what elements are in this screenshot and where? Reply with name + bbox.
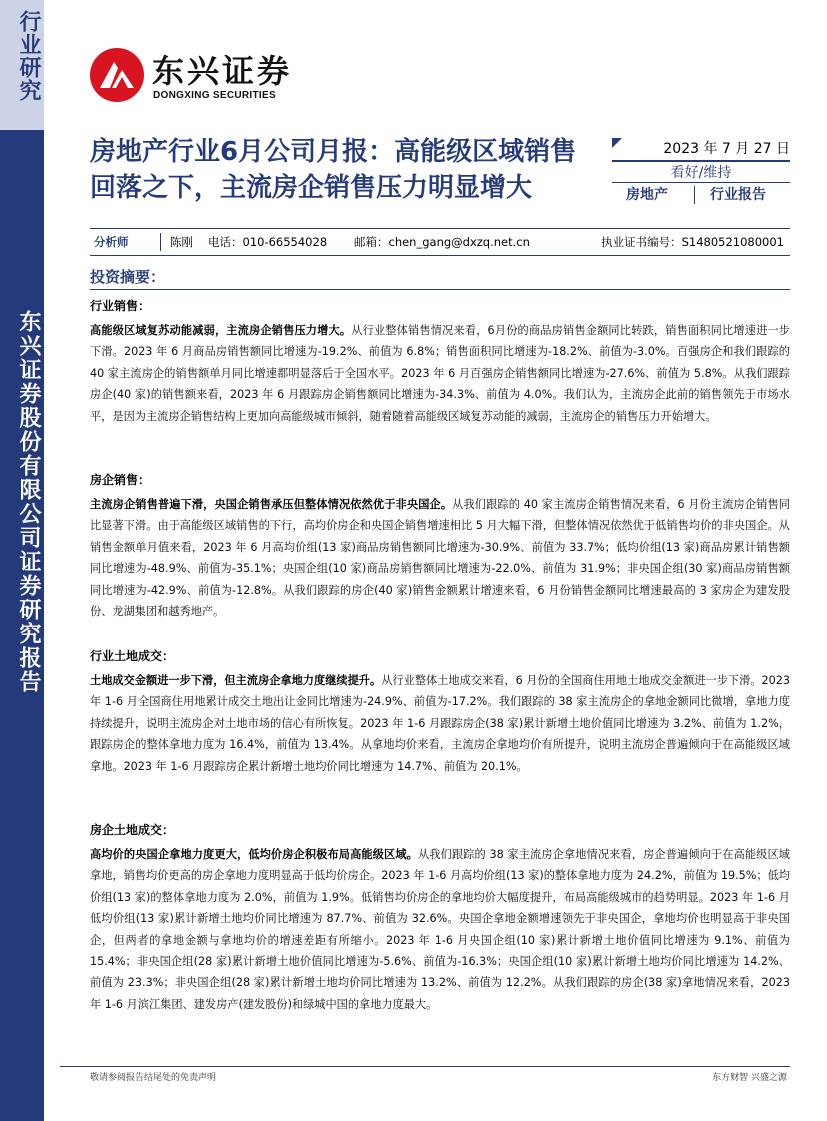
analyst-cert-number: 执业证书编号：S1480521080001 [601,235,784,249]
section-lead: 土地成交金额进一步下滑，但主流房企拿地力度继续提升。 [90,674,382,687]
report-date: 2023 年 7 月 27 日 [663,141,790,157]
section-lead: 主流房企销售普遍下滑，央国企销售承压但整体情况依然优于非央国企。 [90,498,453,511]
analyst-email[interactable]: 邮箱：chen_gang@dxzq.net.cn [354,235,530,249]
section-heading: 房企土地成交： [90,823,175,837]
summary-section-developer-sales [90,470,790,622]
tag-report-type: 行业报告 [710,187,766,203]
section-body: 从我们跟踪的 40 家主流房企销售情况来看，6 月份主流房企销售同比显著下滑。由于高能级区域销售的下行，高均价房企和央国企销售增速相比 5 月大幅下滑，但整体情况依然优于低销售均价的非央国企。从销售金额单月值来看，2023 年 6 月高均价组(13 家)商品房销售额同比增速为-30.9%、前值为 33.7%；低均价组(13 家)商品房累计销售额同比增速为-48.9%、前值为-35.1%；央国企组(10 家)商品房销售额同比增速为-22.0%、前值为 31.9%；非央国企组(30 家)商品房销售额同比增速为-42.9%、前值为-12.8%。从我们跟踪的房企(40 家)销售金额累计增速来看，6 月份销售金额同比增速最高的 3 家房企为建发股份、龙湖集团和越秀地产。 [90,498,790,619]
report-date-bar [612,138,790,162]
summary-section-developer-land [90,820,790,1015]
section-body: 从我们跟踪的 38 家主流房企拿地情况来看，房企普遍倾向于在高能级区域拿地，销售均价更高的房企拿地力度明显高于低均价房企。2023 年 1-6 月高均价组(13 家)的整体拿地力度为 24.2%，前值为 19.5%；低均价组(13 家)的整体拿地力度为 2.0%，前值为 1.9%。低销售均价房企的拿地均价大幅度提升，布局高能级城市的趋势明显。2023 年 1-6 月低均价组(13 家)累计新增土地均价同比增速为 87.7%、前值为 32.6%。央国企拿地金额增速领先于非央国企，拿地均价也明显高于非央国企，但两者的拿地金额与拿地均价的增速差距有所缩小。2023 年 1-6 月央国企组(10 家)累计新增土地价值同比增速为 9.1%、前值为 15.4%；非央国企组(28 家)累计新增土地价值同比增速为-5.6%、前值为-16.3%；央国企组(10 家)累计新增土地均价同比增速为 14.2%、前值为 23.3%；非央国企组(28 家)累计新增土地均价同比增速为 13.2%、前值为 12.2%。从我们跟踪的房企(38 家)拿地情况来看，2023 年 1-6 月滨江集团、建发房产(建发股份)和绿城中国的拿地力度最大。 [90,848,790,1011]
report-tags [612,184,790,206]
footer-slogan: 东方财智 兴盛之源 [712,1073,787,1083]
logo-name-cn: 东兴证券 [152,52,293,90]
tag-divider [694,186,695,204]
logo-emblem-icon [88,46,146,104]
summary-section-industry-sales [90,296,790,427]
logo-name-en: DONGXING SECURITIES [153,90,276,101]
rating-badge: 看好/维持 [612,162,790,183]
section-paragraph [90,844,790,1015]
analyst-label: 分析师 [94,235,129,249]
date-marker-icon [612,138,622,148]
company-logo [88,44,318,106]
section-body: 从行业整体销售情况来看，6月份的商品房销售金额同比转跌，销售面积同比增速进一步下滑。2023 年 6 月商品房销售额同比增速为-19.2%、前值为 6.8%；销售面积同比增速为-18.2%、前值为-3.0%。百强房企和我们跟踪的 40 家主流房企的销售额单月同比增速都明显落后于全国水平。2023 年 6 月百强房企销售额同比增速为-27.6%、前值为 5.8%。从我们跟踪房企(40 家)的销售额来看，2023 年 6 月跟踪房企销售额同比增速为-34.3%、前值为 4.0%。我们认为，主流房企此前的销售领先于市场水平，是因为主流房企销售结构上更加向高能级城市倾斜，随着随着高能级区域复苏动能的减弱，主流房企的销售压力开始增大。 [90,324,790,423]
tag-sector: 房地产 [626,187,668,203]
analyst-phone: 电话：010-66554028 [208,235,328,249]
footer-disclaimer: 敬请参阅报告结尾处的免责声明 [90,1073,217,1083]
analyst-bar [90,228,790,256]
sidebar-top-panel [0,0,44,130]
analyst-divider [160,233,161,251]
section-body: 从行业整体土地成交来看，6 月份的全国商住用地土地成交金额进一步下滑。2023 年 1-6 月全国商住用地累计成交土地出让金同比增速为-24.9%、前值为-17.2%。我们跟踪的 38 家主流房企的拿地金额同比微增，拿地力度持续提升，说明主流房企对土地市场的信心有所恢复。2023 年 1-6 月跟踪房企(38 家)累计新增土地价值同比增速为 3.2%、前值为 1.2%，跟踪房企的整体拿地力度为 16.4%，前值为 13.4%。从拿地均价来看，主流房企拿地均价有所提升，说明主流房企普遍倾向于在高能级区域拿地。2023 年 1-6 月跟踪房企累计新增土地均价同比增速为 14.7%、前值为 20.1%。 [90,674,790,773]
summary-section-industry-land [90,646,790,777]
section-heading: 行业土地成交： [90,649,175,663]
sidebar [0,0,44,1121]
footer-divider [60,1066,790,1067]
report-title: 房地产行业6月公司月报：高能级区域销售回落之下，主流房企销售压力明显增大 [90,137,577,203]
section-lead: 高能级区域复苏动能减弱，主流房企销售压力增大。 [90,324,352,337]
section-heading: 行业销售： [90,299,151,313]
summary-title: 投资摘要： [90,268,166,286]
company-report-label: 东兴证券股份有限公司证券研究报告 [16,310,41,694]
section-heading: 房企销售： [90,473,151,487]
section-lead: 高均价的央国企拿地力度更大，低均价房企积极布局高能级区域。 [90,848,418,861]
report-category-label: 行业研究 [16,10,41,102]
section-paragraph [90,320,790,427]
section-paragraph [90,494,790,622]
analyst-name: 陈刚 [170,235,193,249]
summary-divider [90,289,790,290]
sidebar-bottom-panel [0,130,44,1121]
section-paragraph [90,670,790,777]
